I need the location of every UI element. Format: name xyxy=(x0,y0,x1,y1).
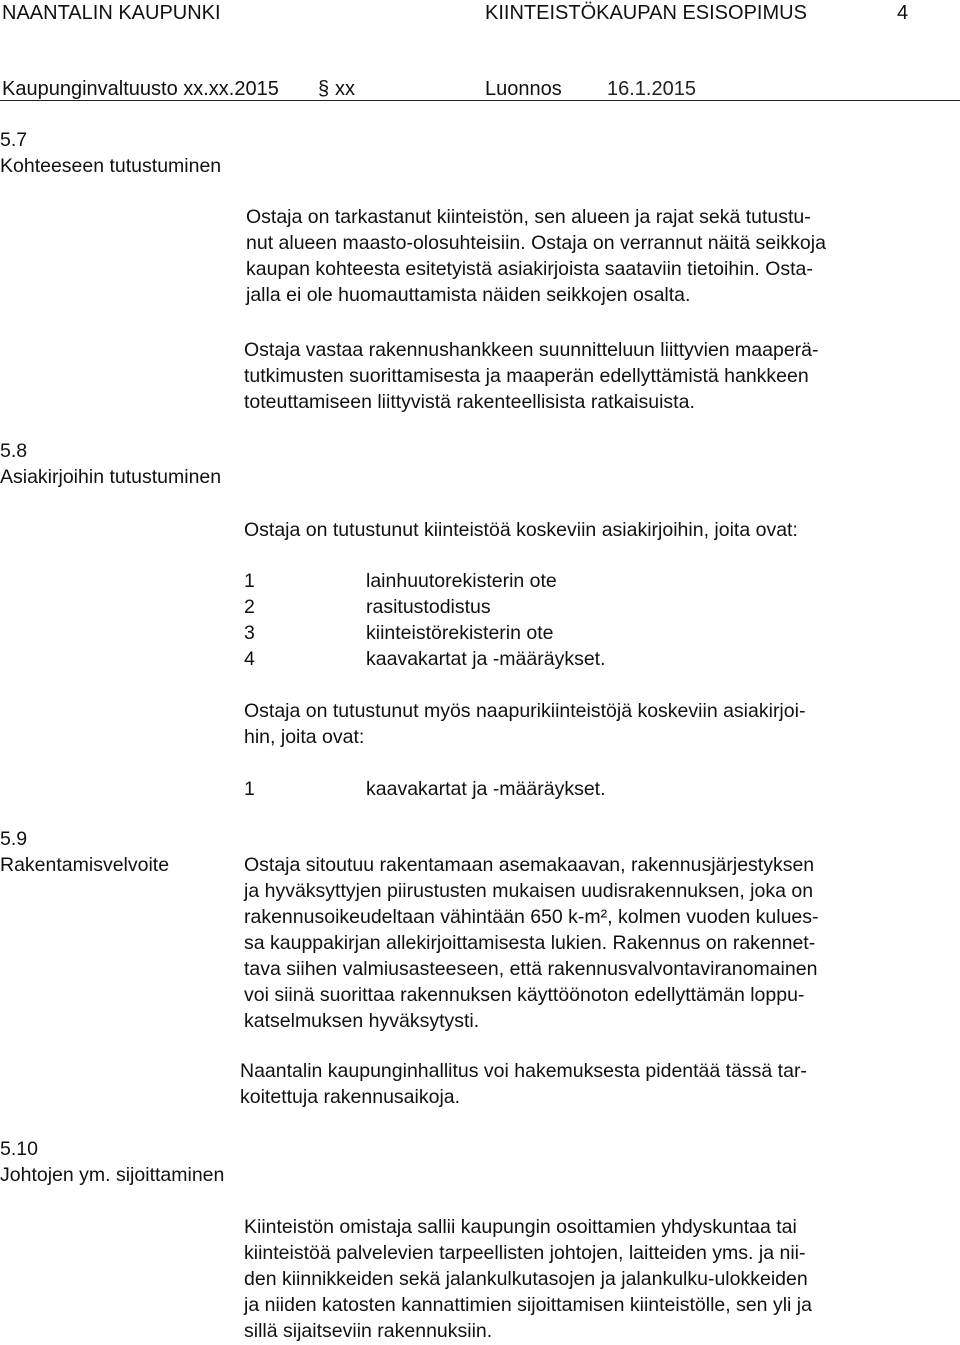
paragraph-line: ja hyväksyttyjen piirustusten mukaisen uudisrakennuksen, joka on xyxy=(244,880,814,902)
paragraph-line: katselmuksen hyväksytysti. xyxy=(244,1010,480,1032)
paragraph-line: Ostaja vastaa rakennushankkeen suunnitteluun liittyvien maaperä- xyxy=(244,339,819,361)
list-number: 1 xyxy=(244,570,255,592)
section-title: Johtojen ym. sijoittaminen xyxy=(0,1164,225,1186)
paragraph-line: hin, joita ovat: xyxy=(244,726,365,748)
paragraph-line: Kiinteistön omistaja sallii kaupungin osoittamien yhdyskuntaa tai xyxy=(244,1216,797,1238)
paragraph-5-7-1 xyxy=(246,204,826,308)
paragraph-5-9-1 xyxy=(244,852,819,1034)
list-text: rasitustodistus xyxy=(366,596,491,618)
paragraph-line: nut alueen maasto-olosuhteisiin. Ostaja on verrannut näitä seikkoja xyxy=(246,232,826,254)
list-item xyxy=(244,568,557,594)
header-divider xyxy=(0,100,960,101)
list-item xyxy=(244,620,554,646)
section-number: 5.7 xyxy=(0,129,28,151)
section-mark-icon: § xyxy=(318,78,330,100)
paragraph-line: tava siihen valmiusasteeseen, että rakennusvalvontaviranomainen xyxy=(244,958,818,980)
paragraph-line: Ostaja on tutustunut myös naapurikiinteistöjä koskeviin asiakirjoi- xyxy=(244,700,806,722)
paragraph-line: kaupan kohteesta esitetyistä asiakirjoista saataviin tietoihin. Osta- xyxy=(246,258,813,280)
section-number: 5.8 xyxy=(0,440,28,462)
list-number: 2 xyxy=(244,596,255,618)
list-item xyxy=(244,594,491,620)
section-number: 5.9 xyxy=(0,828,28,850)
list-item xyxy=(244,776,606,802)
section-heading-5-8 xyxy=(0,438,221,490)
paragraph-line: koitettuja rakennusaikoja. xyxy=(240,1086,461,1108)
list-number: 1 xyxy=(244,778,255,800)
paragraph-line: Ostaja on tarkastanut kiinteistön, sen alueen ja rajat sekä tutustu- xyxy=(246,206,811,228)
header-doc-title: KIINTEISTÖKAUPAN ESISOPIMUS xyxy=(485,2,807,24)
paragraph-5-8-intro2 xyxy=(244,698,805,750)
section-title: Rakentamisvelvoite xyxy=(0,854,170,876)
list-text: lainhuutorekisterin ote xyxy=(366,570,557,592)
paragraph-5-10-1 xyxy=(244,1214,812,1344)
paragraph-line: Naantalin kaupunginhallitus voi hakemuksesta pidentää tässä tar- xyxy=(240,1060,807,1082)
list-number: 4 xyxy=(244,648,255,670)
paragraph-5-9-2 xyxy=(240,1058,807,1110)
list-item xyxy=(244,646,606,672)
paragraph-line: rakennusoikeudeltaan vähintään 650 k-m², kolmen vuoden kulues- xyxy=(244,906,819,928)
header-date: 16.1.2015 xyxy=(607,78,696,100)
paragraph-5-8-intro: Ostaja on tutustunut kiinteistöä koskeviin asiakirjoihin, joita ovat: xyxy=(244,519,798,541)
section-heading-5-9 xyxy=(0,826,169,878)
list-text: kaavakartat ja -määräykset. xyxy=(366,648,606,670)
paragraph-line: jalla ei ole huomauttamista näiden seikkojen osalta. xyxy=(246,284,691,306)
section-title: Asiakirjoihin tutustuminen xyxy=(0,466,222,488)
list-text: kaavakartat ja -määräykset. xyxy=(366,778,606,800)
section-heading-5-10 xyxy=(0,1136,224,1188)
paragraph-line: kiinteistöä palvelevien tarpeellisten johtojen, laitteiden yms. ja nii- xyxy=(244,1242,806,1264)
paragraph-line: sa kauppakirjan allekirjoittamisesta lukien. Rakennus on rakennet- xyxy=(244,932,816,954)
paragraph-line: voi siinä suorittaa rakennuksen käyttöönoton edellyttämän loppu- xyxy=(244,984,805,1006)
paragraph-line: tutkimusten suorittamisesta ja maaperän edellyttämistä hankkeen xyxy=(244,365,809,387)
header-status: Luonnos xyxy=(485,78,562,100)
paragraph-line: Ostaja sitoutuu rakentamaan asemakaavan, rakennusjärjestyksen xyxy=(244,854,815,876)
header-section-number: xx xyxy=(335,78,355,100)
section-number: 5.10 xyxy=(0,1138,38,1160)
header-council: Kaupunginvaltuusto xx.xx.2015 xyxy=(2,78,279,100)
section-title: Kohteeseen tutustuminen xyxy=(0,155,222,177)
list-text: kiinteistörekisterin ote xyxy=(366,622,554,644)
paragraph-line: ja niiden katosten kannattimien sijoittamisen kiinteistölle, sen yli ja xyxy=(244,1294,812,1316)
paragraph-line: toteuttamiseen liittyvistä rakenteellisista ratkaisuista. xyxy=(244,391,695,413)
list-number: 3 xyxy=(244,622,255,644)
paragraph-line: den kiinnikkeiden sekä jalankulkutasojen ja jalankulku-ulokkeiden xyxy=(244,1268,808,1290)
section-heading-5-7 xyxy=(0,127,221,179)
paragraph-5-7-2 xyxy=(244,337,819,415)
header-org: NAANTALIN KAUPUNKI xyxy=(2,2,221,24)
paragraph-line: sillä sijaitseviin rakennuksiin. xyxy=(244,1320,493,1342)
header-page-number: 4 xyxy=(897,2,909,24)
